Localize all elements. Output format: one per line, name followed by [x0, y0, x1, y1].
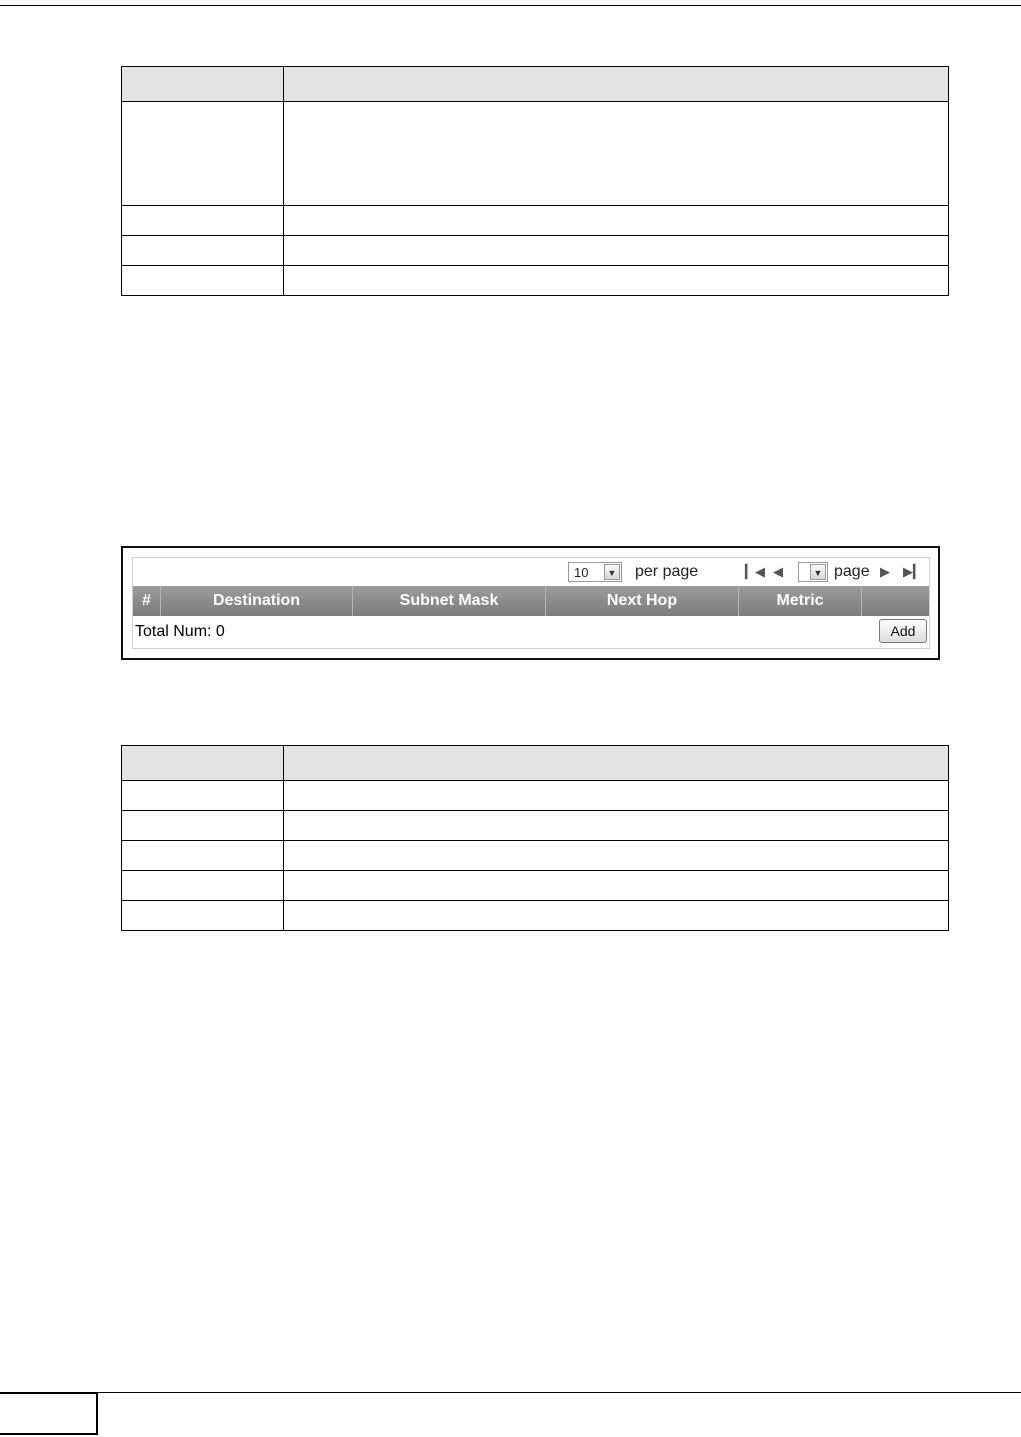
column-header-subnet-mask[interactable]: Subnet Mask — [353, 586, 546, 616]
per-page-select[interactable] — [568, 562, 622, 582]
column-header-next-hop[interactable]: Next Hop — [546, 586, 739, 616]
table-header-cell — [284, 67, 949, 102]
next-page-icon[interactable]: ▶ — [880, 564, 890, 579]
table-row — [122, 871, 949, 901]
table-cell — [122, 206, 284, 236]
last-page-icon[interactable]: ▶▎ — [903, 564, 923, 579]
table-cell — [284, 206, 949, 236]
route-screenshot-frame — [121, 546, 940, 660]
add-button[interactable]: Add — [879, 619, 927, 643]
page-number-box — [0, 1392, 98, 1435]
table-header-cell — [284, 746, 949, 781]
table-cell — [284, 901, 949, 931]
table-row — [122, 236, 949, 266]
table-header-row — [122, 67, 949, 102]
table-row — [122, 206, 949, 236]
table-cell — [122, 266, 284, 296]
table-row — [122, 102, 949, 206]
field-description-table-1 — [121, 66, 949, 296]
column-header-destination[interactable]: Destination — [161, 586, 353, 616]
table-row — [122, 901, 949, 931]
prev-page-icon[interactable]: ◀ — [773, 564, 783, 579]
field-description-table-2 — [121, 745, 949, 931]
table-header-cell — [122, 746, 284, 781]
footer-rule — [0, 1392, 1021, 1393]
table-cell — [284, 841, 949, 871]
table-cell — [122, 236, 284, 266]
page-select[interactable] — [798, 562, 828, 582]
route-table-footer — [133, 616, 929, 648]
table-row — [122, 266, 949, 296]
table-cell — [284, 811, 949, 841]
first-page-icon[interactable]: ▎◀ — [745, 564, 765, 579]
table-cell — [284, 236, 949, 266]
per-page-label: per page — [635, 563, 699, 580]
table-row — [122, 841, 949, 871]
header-rule — [0, 5, 1021, 6]
table-row — [122, 811, 949, 841]
table-cell — [122, 811, 284, 841]
column-header-metric[interactable]: Metric — [739, 586, 862, 616]
table-cell — [284, 781, 949, 811]
table-cell — [122, 102, 284, 206]
table-row — [122, 781, 949, 811]
table-cell — [122, 901, 284, 931]
pagination-bar — [133, 558, 929, 586]
table-cell — [122, 781, 284, 811]
route-table-header — [133, 586, 929, 616]
chevron-down-icon: ▼ — [604, 564, 620, 580]
table-cell — [284, 266, 949, 296]
column-header-number[interactable]: # — [133, 586, 161, 616]
route-panel — [132, 557, 930, 649]
column-header-actions — [862, 586, 929, 616]
table-cell — [122, 841, 284, 871]
table-header-row — [122, 746, 949, 781]
chevron-down-icon: ▼ — [810, 564, 826, 580]
per-page-value: 10 — [574, 565, 589, 580]
table-cell — [284, 102, 949, 206]
table-cell — [284, 871, 949, 901]
page-label: page — [834, 563, 870, 580]
total-count: Total Num: 0 — [135, 623, 225, 640]
table-cell — [122, 871, 284, 901]
table-header-cell — [122, 67, 284, 102]
